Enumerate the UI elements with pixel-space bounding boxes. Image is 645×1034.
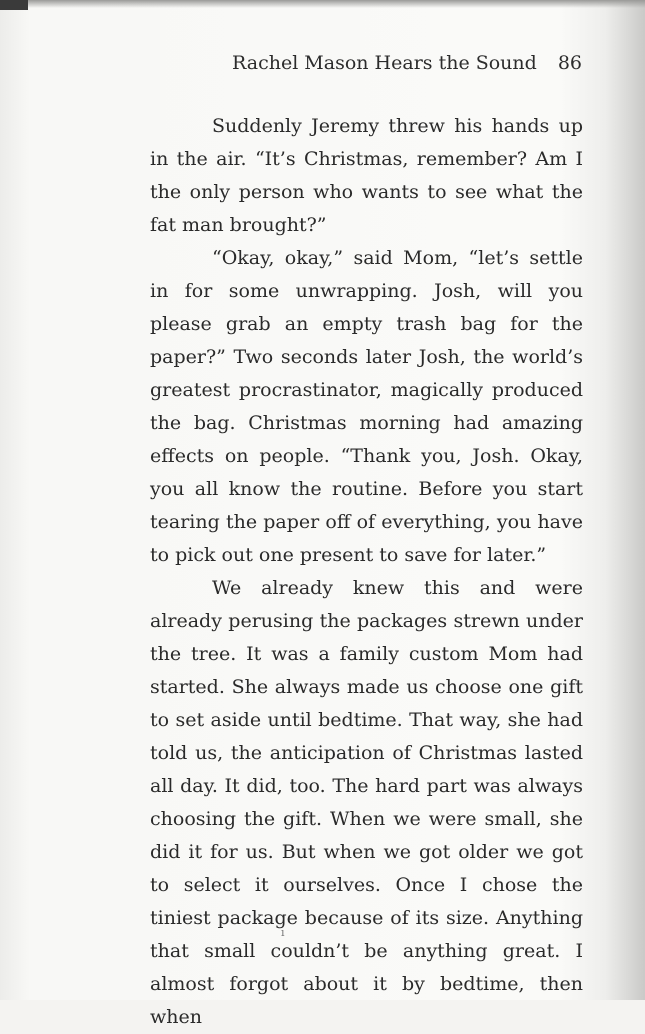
top-edge-shadow bbox=[0, 0, 645, 8]
paragraph-1: Suddenly Jeremy threw his hands up in the air. “It’s Christmas, remember? Am I the only person who wants to see what the fat man brought?” bbox=[150, 115, 583, 236]
scan-corner bbox=[0, 0, 28, 10]
running-header bbox=[150, 52, 586, 82]
paragraph-3: We already knew this and were already perusing the packages strewn under the tree. It was a family custom Mom had started. She always made us choose one gift to set aside until bedtime. That way, she had told us, the anticipation of Christmas lasted all day. It did, too. The hard part was always choosing the gift. When we were small, she did it for us. But when we got older we got to select it ourselves. Once I chose the tiniest package because of its size. Anything that small couldn’t be anything great. I almost forgot about it by bedtime, then when bbox=[150, 577, 583, 1028]
body-text bbox=[150, 110, 583, 1034]
page-number: 86 bbox=[557, 52, 582, 74]
running-title: Rachel Mason Hears the Sound bbox=[232, 52, 537, 74]
paragraph-2: “Okay, okay,” said Mom, “let’s settle in for some unwrapping. Josh, will you please grab an empty trash bag for the paper?” Two seconds later Josh, the world’s greatest procrastinator, magically produced the bag. Christmas morning had amazing effects on people. “Thank you, Josh. Okay, you all know the routine. Before you start tearing the paper off of everything, you have to pick out one present to save for later.” bbox=[150, 247, 583, 566]
footer-mark: ı bbox=[281, 926, 285, 939]
